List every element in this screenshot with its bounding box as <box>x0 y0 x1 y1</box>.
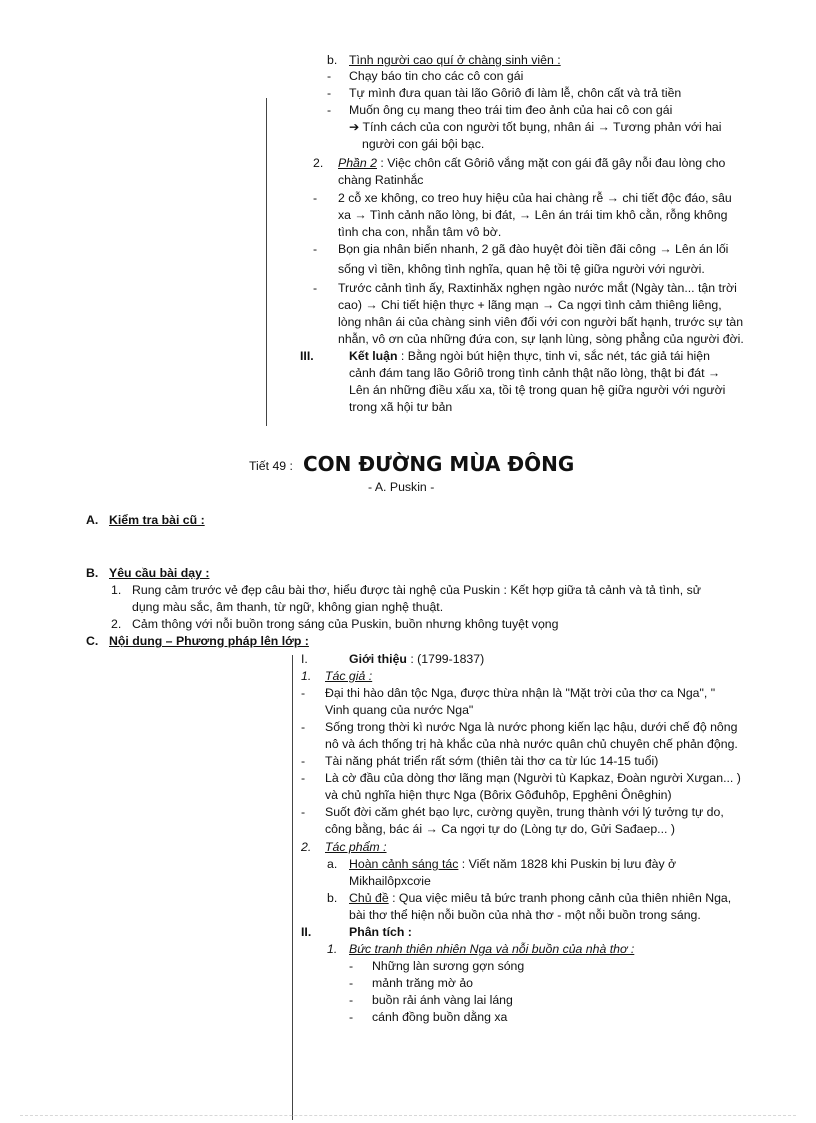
part-2-text: chàng Ratinhắc <box>338 173 424 187</box>
section-i-label: Giới thiệu <box>349 652 407 666</box>
list-item: cao) → Chi tiết hiện thực + lãng mạn → Ca ngợi tình cảm thiêng liêng, <box>338 298 722 312</box>
work-a-number: a. <box>327 857 338 871</box>
requirement-text: Cảm thông với nỗi buồn trong sáng của Puskin, buồn nhưng không tuyệt vọng <box>132 617 559 631</box>
author-number: 1. <box>301 669 312 683</box>
list-item-dash: - <box>313 281 318 295</box>
list-item: Những làn sương gợn sóng <box>372 959 525 973</box>
work-b-number: b. <box>327 891 338 905</box>
list-item: 2 cỗ xe không, co treo huy hiệu của hai chàng rễ → chi tiết độc đáo, sâu <box>338 191 732 205</box>
work-a-text: Mikhailôpxcơie <box>349 874 431 888</box>
part-2-number: 2. <box>313 156 324 170</box>
lesson-author: - A. Puskin - <box>368 480 435 494</box>
part-2-text: : Việc chôn cất Gôriô vắng mặt con gái đã gây nỗi đau lòng cho <box>376 156 726 170</box>
section-b-heading: Yêu cầu bài dạy : <box>109 566 210 580</box>
list-item: Là cờ đầu của dòng thơ lãng mạn (Người tù Kapkaz, Đoàn người Xưgan... ) <box>325 771 741 785</box>
list-item: Sống trong thời kì nước Nga là nước phong kiến lạc hậu, dưới chế độ nông <box>325 720 738 734</box>
section-a-letter: A. <box>86 513 99 527</box>
section-i-heading <box>349 652 484 667</box>
work-b-text: : Qua việc miêu tả bức tranh phong cảnh của thiên nhiên Nga, <box>388 891 732 905</box>
section-ii-label: Phân tích : <box>349 925 412 939</box>
section-b-title: Tình người cao quí ở chàng sinh viên : <box>349 53 561 67</box>
list-item: tình cha con, nhẫn tâm vô bờ. <box>338 225 502 239</box>
section-iii-heading <box>349 349 710 364</box>
list-item-dash: - <box>327 86 332 100</box>
list-item: xa → Tình cảnh não lòng, bi đát, → Lên án trái tim khô cằn, rỗng không <box>338 208 728 222</box>
list-item-dash: - <box>301 771 306 785</box>
lesson-prefix: Tiết 49 : <box>249 459 293 473</box>
requirement-text: Rung cảm trước vẻ đẹp câu bài thơ, hiểu được tài nghệ của Puskin : Kết hợp giữa tả cảnh và tả tình, sử <box>132 583 701 597</box>
list-item-dash: - <box>349 959 354 973</box>
list-item-dash: - <box>349 1010 354 1024</box>
section-c-title: Nội dung – Phương pháp lên lớp : <box>109 634 309 648</box>
list-item: Bọn gia nhân biến nhanh, 2 gã đào huyệt đòi tiền đãi công → Lên án lối <box>338 242 729 256</box>
work-heading: Tác phẩm : <box>325 840 387 854</box>
work-b-label: Chủ đề <box>349 891 389 905</box>
list-item: Tài năng phát triển rất sớm (thiên tài thơ ca từ lúc 14-15 tuổi) <box>325 754 659 768</box>
content-margin-rule <box>292 655 293 1120</box>
list-item: nhẫn, vô ơn của những đứa con, sự lạnh lùng, sòng phẳng của người đời. <box>338 332 744 346</box>
conclusion-line: người con gái bội bạc. <box>362 137 485 151</box>
list-item: công bằng, bác ái → Ca ngợi tự do (Lòng tự do, Gửi Sađaep... ) <box>325 822 675 836</box>
list-item-dash: - <box>313 242 318 256</box>
part-2-heading <box>338 156 725 171</box>
section-b-number: b. <box>327 53 338 67</box>
work-a-label: Hoàn cảnh sáng tác <box>349 857 459 871</box>
lesson-title: CON ĐƯỜNG MÙA ĐÔNG <box>303 452 575 476</box>
author-years: : (1799-1837) <box>406 652 485 666</box>
list-item-dash: - <box>327 69 332 83</box>
list-item: và chủ nghĩa hiện thực Nga (Bôrix Gôđuhôp, Epghêni Ônêghin) <box>325 788 672 802</box>
list-item: buồn rải ánh vàng lai láng <box>372 993 513 1007</box>
section-iii-text: trong xã hội tư bản <box>349 400 453 414</box>
section-ii-number: II. <box>301 925 312 939</box>
top-margin-rule <box>266 98 267 426</box>
list-item: lòng nhân ái của chàng sinh viên đối với con người bất hạnh, trước sự tàn <box>338 315 744 329</box>
list-item: Vinh quang của nước Nga" <box>325 703 474 717</box>
list-item: sống vì tiền, không tình nghĩa, quan hệ tồi tệ giữa người với người. <box>338 262 705 276</box>
list-item-dash: - <box>313 191 318 205</box>
list-item: Tự mình đưa quan tài lão Gôriô đi làm lễ, chôn cất và trả tiền <box>349 86 682 100</box>
list-item: Suốt đời căm ghét bạo lực, cường quyền, trung thành với lý tưởng tự do, <box>325 805 724 819</box>
list-item-dash: - <box>301 805 306 819</box>
list-item: Chạy báo tin cho các cô con gái <box>349 69 524 83</box>
list-item-dash: - <box>349 976 354 990</box>
section-c-letter: C. <box>86 634 99 648</box>
section-iii-text: cảnh đám tang lão Gôriô trong tình cảnh thật não lòng, thật bi đát → <box>349 366 721 380</box>
list-item-dash: - <box>349 993 354 1007</box>
list-item: Đại thi hào dân tộc Nga, được thừa nhận là "Mặt trời của thơ ca Nga", " <box>325 686 716 700</box>
requirement-number: 2. <box>111 617 122 631</box>
section-iii-label: Kết luận <box>349 349 398 363</box>
list-item: Trước cảnh tình ấy, Raxtinhăx nghẹn ngào nước mắt (Ngày tàn... tận trời <box>338 281 737 295</box>
list-item: mảnh trăng mờ ảo <box>372 976 474 990</box>
conclusion-line: ➔ Tính cách của con người tốt bụng, nhân ái → Tương phản với hai <box>349 120 722 134</box>
author-heading: Tác giả : <box>325 669 373 683</box>
list-item-dash: - <box>301 720 306 734</box>
analysis-1-number: 1. <box>327 942 338 956</box>
requirement-number: 1. <box>111 583 122 597</box>
page-bottom-divider <box>20 1115 796 1116</box>
work-b-heading <box>349 891 731 906</box>
section-b-letter: B. <box>86 566 99 580</box>
work-number: 2. <box>301 840 312 854</box>
section-i-number: I. <box>301 652 308 666</box>
part-2-label: Phần 2 <box>338 156 377 170</box>
requirement-text: dụng màu sắc, âm thanh, từ ngữ, không gian nghệ thuật. <box>132 600 444 614</box>
section-iii-number: III. <box>300 349 314 363</box>
section-iii-text: : Bằng ngòi bút hiện thực, tinh vi, sắc nét, tác giả tái hiện <box>397 349 710 363</box>
analysis-1-heading: Bức tranh thiên nhiên Nga và nỗi buồn của nhà thơ : <box>349 942 635 956</box>
work-a-text: : Viết năm 1828 khi Puskin bị lưu đày ở <box>458 857 677 871</box>
list-item-dash: - <box>301 686 306 700</box>
work-a-heading <box>349 857 676 872</box>
list-item: cánh đồng buồn dằng xa <box>372 1010 508 1024</box>
list-item: nô và ách thống trị hà khắc của nhà nước quân chủ chuyên chế phản động. <box>325 737 738 751</box>
section-a-title: Kiểm tra bài cũ : <box>109 513 205 527</box>
list-item: Muốn ông cụ mang theo trái tim đeo ảnh của hai cô con gái <box>349 103 673 117</box>
list-item-dash: - <box>327 103 332 117</box>
list-item-dash: - <box>301 754 306 768</box>
work-b-text: bài thơ thể hiện nỗi buồn của nhà thơ - một nỗi buồn trong sáng. <box>349 908 701 922</box>
section-iii-text: Lên án những điều xấu xa, tồi tệ trong quan hệ giữa người với người <box>349 383 726 397</box>
